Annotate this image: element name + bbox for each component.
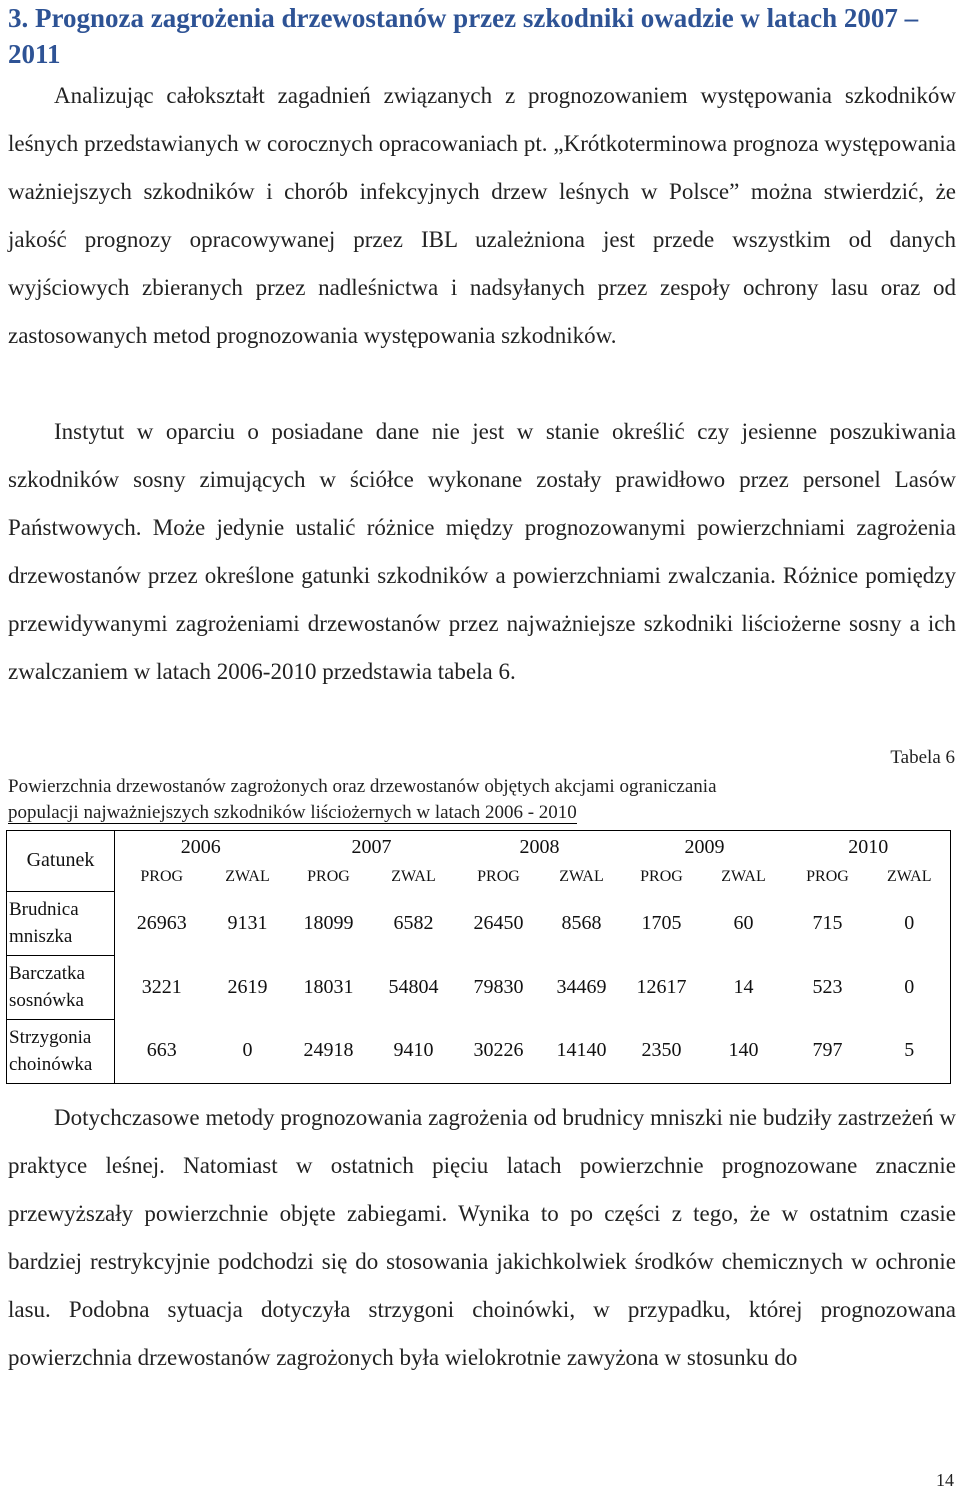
table-cell: 18099 xyxy=(303,911,354,934)
table-cell: 79830 xyxy=(473,975,524,998)
table-cell: 9410 xyxy=(393,1039,434,1062)
section-heading: 3. Prognoza zagrożenia drzewostanów przez szkodniki owadzie w latach 2007 – 2011 xyxy=(8,3,919,69)
header-prog: PROG xyxy=(477,868,520,885)
table-cell: 26450 xyxy=(473,911,524,934)
table-cell: 140 xyxy=(728,1039,759,1062)
table-row xyxy=(7,1019,951,1083)
table-cell: 523 xyxy=(812,975,843,998)
table-cell: 0 xyxy=(242,1039,253,1062)
table-cell: 663 xyxy=(146,1039,177,1062)
species-name: Strzygonia choinówka xyxy=(7,1019,115,1083)
header-year: 2006 xyxy=(180,835,221,858)
table-cell: 5 xyxy=(904,1039,915,1062)
table-caption-line1: Powierzchnia drzewostanów zagrożonych oraz drzewostanów objętych akcjami ograniczania xyxy=(8,776,717,797)
table-cell: 54804 xyxy=(388,975,439,998)
table-label: Tabela 6 xyxy=(890,747,955,768)
header-zwal: ZWAL xyxy=(887,868,932,885)
table-cell: 14 xyxy=(733,975,754,998)
table-caption-line2: populacji najważniejszych szkodników liściożernych w latach 2006 - 2010 xyxy=(8,802,577,823)
table-cell: 2619 xyxy=(227,975,268,998)
table-cell: 34469 xyxy=(556,975,607,998)
table-cell: 14140 xyxy=(556,1039,607,1062)
table-cell: 0 xyxy=(904,911,915,934)
table-cell: 1705 xyxy=(641,911,682,934)
table-cell: 9131 xyxy=(227,911,268,934)
table-cell: 30226 xyxy=(473,1039,524,1062)
table-header-years xyxy=(7,831,951,864)
header-zwal: ZWAL xyxy=(391,868,436,885)
header-prog: PROG xyxy=(806,868,849,885)
header-prog: PROG xyxy=(140,868,184,885)
table-cell: 24918 xyxy=(303,1039,354,1062)
table-header-subcolumns xyxy=(7,863,951,891)
paragraph-institute: Instytut w oparciu o posiadane dane nie jest w stanie określić czy jesienne poszukiwania szkodników sosny zimujących w ściółce wykonane zostały prawidłowo przez personel Lasów Państwowych. Może jedynie ustalić różnice między prognozowanymi powierzchniami zagrożenia drzewostanów przez określone gatunki szkodników a powierzchniami zwalczania. Różnice pomiędzy przewidywanymi zagrożeniami drzewostanów przez najważniejsze szkodniki liściożerne sosny a ich zwalczaniem w latach 2006-2010 przedstawia tabela 6. xyxy=(8,419,956,684)
species-name: Barczatka sosnówka xyxy=(7,955,115,1019)
table-cell: 60 xyxy=(733,911,754,934)
header-year: 2008 xyxy=(519,835,560,858)
paragraph-intro: Analizując całokształt zagadnień związanych z prognozowaniem występowania szkodników leśnych przedstawianych w corocznych opracowaniach pt. „Krótkoterminowa prognoza występowania ważniejszych szkodników i chorób infekcyjnych drzew leśnych w Polsce” można stwierdzić, że jakość prognozy opracowywanej przez IBL uzależniona jest przede wszystkim od danych wyjściowych zbieranych przez nadleśnictwa i nadsyłanych przez zespoły ochrony lasu oraz od zastosowanych metod prognozowania występowania szkodników. xyxy=(8,83,956,348)
table-cell: 6582 xyxy=(393,911,434,934)
header-zwal: ZWAL xyxy=(721,868,766,885)
header-year: 2007 xyxy=(351,835,392,858)
header-prog: PROG xyxy=(640,868,683,885)
table-cell: 797 xyxy=(812,1039,843,1062)
table-row xyxy=(7,891,951,955)
table-cell: 8568 xyxy=(561,911,602,934)
header-year: 2010 xyxy=(848,835,889,858)
forest-pest-table xyxy=(6,830,951,1084)
table-cell: 715 xyxy=(812,911,843,934)
header-zwal: ZWAL xyxy=(559,868,604,885)
table-cell: 18031 xyxy=(303,975,354,998)
table-cell: 26963 xyxy=(136,911,187,934)
table-cell: 3221 xyxy=(141,975,182,998)
page-number: 14 xyxy=(936,1470,954,1490)
table-cell: 0 xyxy=(904,975,915,998)
header-species: Gatunek xyxy=(7,831,115,892)
table-caption xyxy=(8,774,898,826)
header-prog: PROG xyxy=(307,868,350,885)
paragraph-methods: Dotychczasowe metody prognozowania zagrożenia od brudnicy mniszki nie budziły zastrzeżeń w praktyce leśnej. Natomiast w ostatnich pięciu latach powierzchnie prognozowane znacznie przewyższały powierzchnie objęte zabiegami. Wynika to po części z tego, że w ostatnim czasie bardziej restrykcyjnie podchodzi się do stosowania jakichkolwiek środków chemicznych w ochronie lasu. Podobna sytuacja dotyczyła strzygoni choinówki, w przypadku, której prognozowana powierzchnia drzewostanów zagrożonych była wielokrotnie zawyżona w stosunku do xyxy=(8,1105,956,1370)
species-name: Brudnica mniszka xyxy=(7,891,115,955)
table-cell: 2350 xyxy=(641,1039,682,1062)
header-year: 2009 xyxy=(684,835,725,858)
table-cell: 12617 xyxy=(636,975,687,998)
table-row xyxy=(7,955,951,1019)
header-zwal: ZWAL xyxy=(225,868,270,885)
